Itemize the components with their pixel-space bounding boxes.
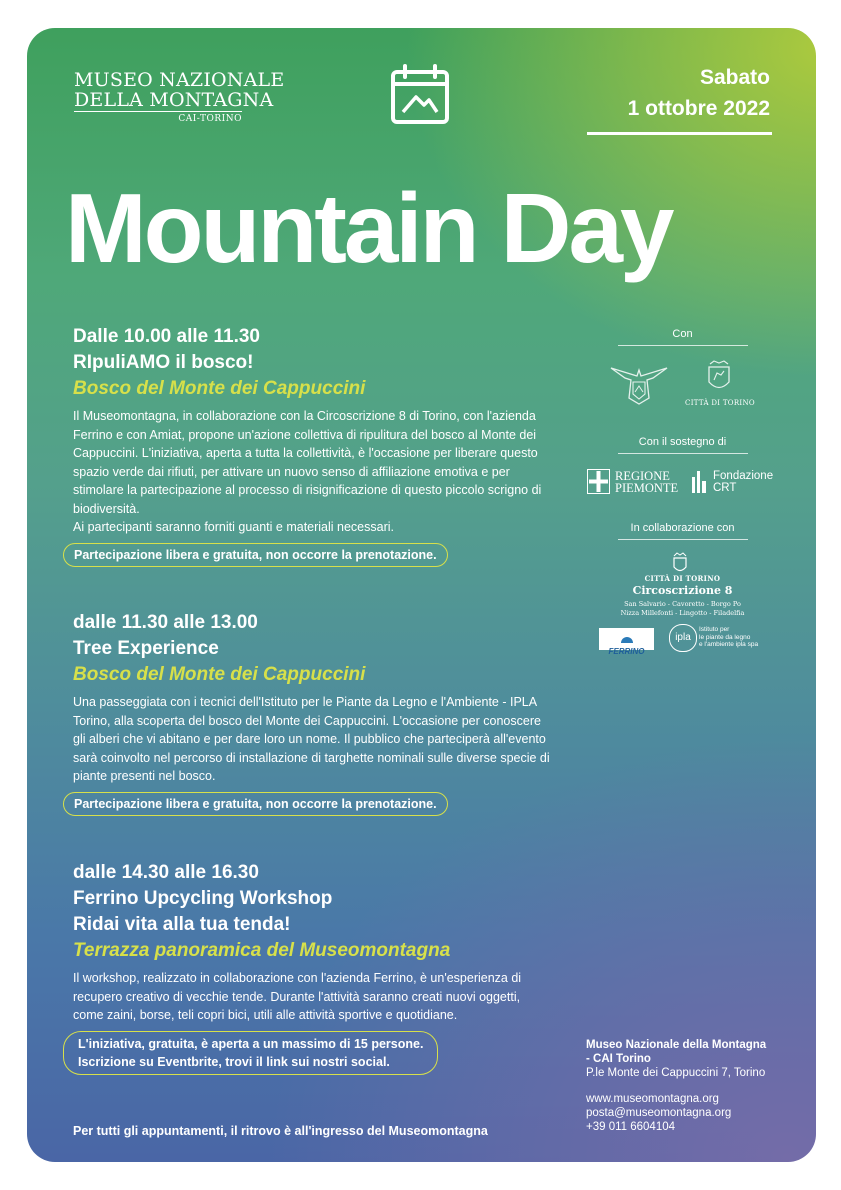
- con-label: Con: [672, 328, 693, 340]
- regione-piemonte-logo: [615, 470, 678, 494]
- fondazione-line2: CRT: [713, 481, 737, 494]
- poster: [27, 28, 816, 1162]
- event-3-note-line2: Iscrizione su Eventbrite, trovi il link sui nostri social.: [78, 1054, 390, 1069]
- collab-label: In collaborazione con: [630, 522, 735, 534]
- ferrino-tent-icon: [621, 637, 633, 643]
- meeting-point-note: Per tutti gli appuntamenti, il ritrovo è all'ingresso del Museomontagna: [73, 1124, 488, 1138]
- logo-divider: [74, 111, 242, 112]
- circ-districts: [580, 600, 785, 618]
- event-2-note: Partecipazione libera e gratuita, non occorre la prenotazione.: [63, 792, 448, 816]
- event-3-time: dalle 14.30 alle 16.30: [73, 862, 259, 883]
- ipla-line3: e l'ambiente ipla spa: [699, 641, 759, 648]
- event-1-time: Dalle 10.00 alle 11.30: [73, 326, 260, 347]
- ipla-logo: ipla: [669, 624, 697, 652]
- contact-name-line1: Museo Nazionale della Montagna: [586, 1039, 767, 1051]
- circ-name: Circoscrizione 8: [632, 584, 733, 597]
- event-2-location: Bosco del Monte dei Cappuccini: [73, 664, 366, 685]
- event-1-name: RIpuliAMO il bosco!: [73, 352, 254, 373]
- contact-address: P.le Monte dei Cappuccini 7, Torino: [586, 1067, 766, 1079]
- event-2-description: Una passeggiata con i tecnici dell'Istituto per le Piante da Legno e l'Ambiente - IPLA Torino, alla scoperta del bosco del Monte dei Cappuccini. L'occasione per conoscere gli alberi che vi abitano e per dare loro un nome. Il pubblico che parteciperà all'evento sarà coinvolto nel percorso di installazione di targhette nominali sulle diverse specie di piante presenti nel bosco.: [73, 695, 550, 783]
- event-2-name: Tree Experience: [73, 638, 219, 659]
- event-3-note-line1: L'iniziativa, gratuita, è aperta a un massimo di 15 persone.: [78, 1036, 424, 1051]
- partners-sostegno: [580, 436, 785, 454]
- event-full-date: 1 ottobre 2022: [627, 97, 770, 120]
- cai-emblem-icon: [609, 362, 669, 406]
- event-day: Sabato: [699, 66, 770, 89]
- event-1-note: Partecipazione libera e gratuita, non occorre la prenotazione.: [63, 543, 448, 567]
- event-1: [73, 324, 553, 567]
- regione-line1: REGIONE: [615, 469, 670, 483]
- calendar-mountain-icon: [389, 64, 451, 126]
- ipla-text: [699, 626, 758, 649]
- event-2: [73, 610, 553, 816]
- contact-website[interactable]: www.museomontagna.org: [586, 1093, 719, 1105]
- event-date: [628, 62, 770, 124]
- contact-email[interactable]: posta@museomontagna.org: [586, 1107, 732, 1119]
- collab-divider: [618, 539, 748, 540]
- ipla-line2: le piante da legno: [699, 633, 751, 641]
- contact-block: [586, 1038, 796, 1134]
- logo-line1: MUSEO NAZIONALE: [74, 69, 285, 91]
- circoscrizione-crest-icon: [672, 552, 688, 574]
- torino-label: CITTÀ DI TORINO: [685, 399, 755, 407]
- circ-city: CITTÀ DI TORINO: [644, 574, 721, 583]
- torino-crest-icon: [706, 360, 732, 394]
- event-1-description2: Ai partecipanti saranno forniti guanti e materiali necessari.: [73, 520, 395, 534]
- partners-con: [580, 328, 785, 346]
- circ-line2: Nizza Millefonti - Lingotto - Filadelfia: [620, 609, 745, 617]
- event-1-location: Bosco del Monte dei Cappuccini: [73, 378, 366, 399]
- date-underline: [587, 132, 772, 135]
- ipla-line1: Istituto per: [699, 626, 730, 633]
- sostegno-divider: [618, 453, 748, 454]
- event-3-description: Il workshop, realizzato in collaborazione con l'azienda Ferrino, è un'esperienza di recupero creativo di vecchie tende. Durante l'attività saranno creati nuovi oggetti, come zaini, borse, teli copri bici, utili alle attività sportive e quotidiane.: [73, 971, 522, 1022]
- sostegno-label: Con il sostegno di: [638, 436, 727, 448]
- event-1-description: Il Museomontagna, in collaborazione con la Circoscrizione 8 di Torino, con l'azienda Ferrino e con Amiat, propone un'azione collettiva di ripulitura del bosco al Monte dei Cappuccini. L'iniziativa, aperta a tutta la collettività, è l'occasione per liberare questo spazio verde dai rifiuti, per attivare un nuovo senso di affiliazione emotiva e per stimolare la partecipazione al processo di risignificazione di questo piccolo scrigno di biodiversità.: [73, 409, 542, 516]
- fondazione-crt-icon: [691, 471, 707, 493]
- event-2-time: dalle 11.30 alle 13.00: [73, 612, 258, 633]
- museo-logo: [74, 69, 285, 124]
- contact-phone: +39 011 6604104: [586, 1121, 676, 1133]
- regione-piemonte-flag-icon: [587, 469, 610, 494]
- logo-line2: DELLA MONTAGNA: [74, 89, 274, 111]
- fondazione-crt-logo: [713, 471, 773, 494]
- event-3-name: Ferrino Upcycling Workshop: [73, 888, 333, 909]
- fondazione-line1: Fondazione: [713, 470, 774, 482]
- ferrino-label: FERRINO: [608, 647, 645, 656]
- con-divider: [618, 345, 748, 346]
- regione-line2: PIEMONTE: [615, 481, 679, 495]
- contact-spacer: [586, 1080, 796, 1092]
- page-title: Mountain Day: [65, 173, 672, 283]
- circ-line1: San Salvario - Cavoretto - Borgo Po: [624, 600, 741, 608]
- ferrino-logo: [599, 628, 654, 656]
- event-3-note: [63, 1031, 438, 1075]
- logo-line3: CAI-TORINO: [178, 114, 242, 124]
- event-3: [73, 860, 553, 1075]
- event-3-location: Terrazza panoramica del Museomontagna: [73, 940, 451, 961]
- partners-collab: [580, 522, 785, 540]
- event-3-subtitle: Ridai vita alla tua tenda!: [73, 914, 291, 935]
- contact-name-line2: - CAI Torino: [586, 1053, 651, 1065]
